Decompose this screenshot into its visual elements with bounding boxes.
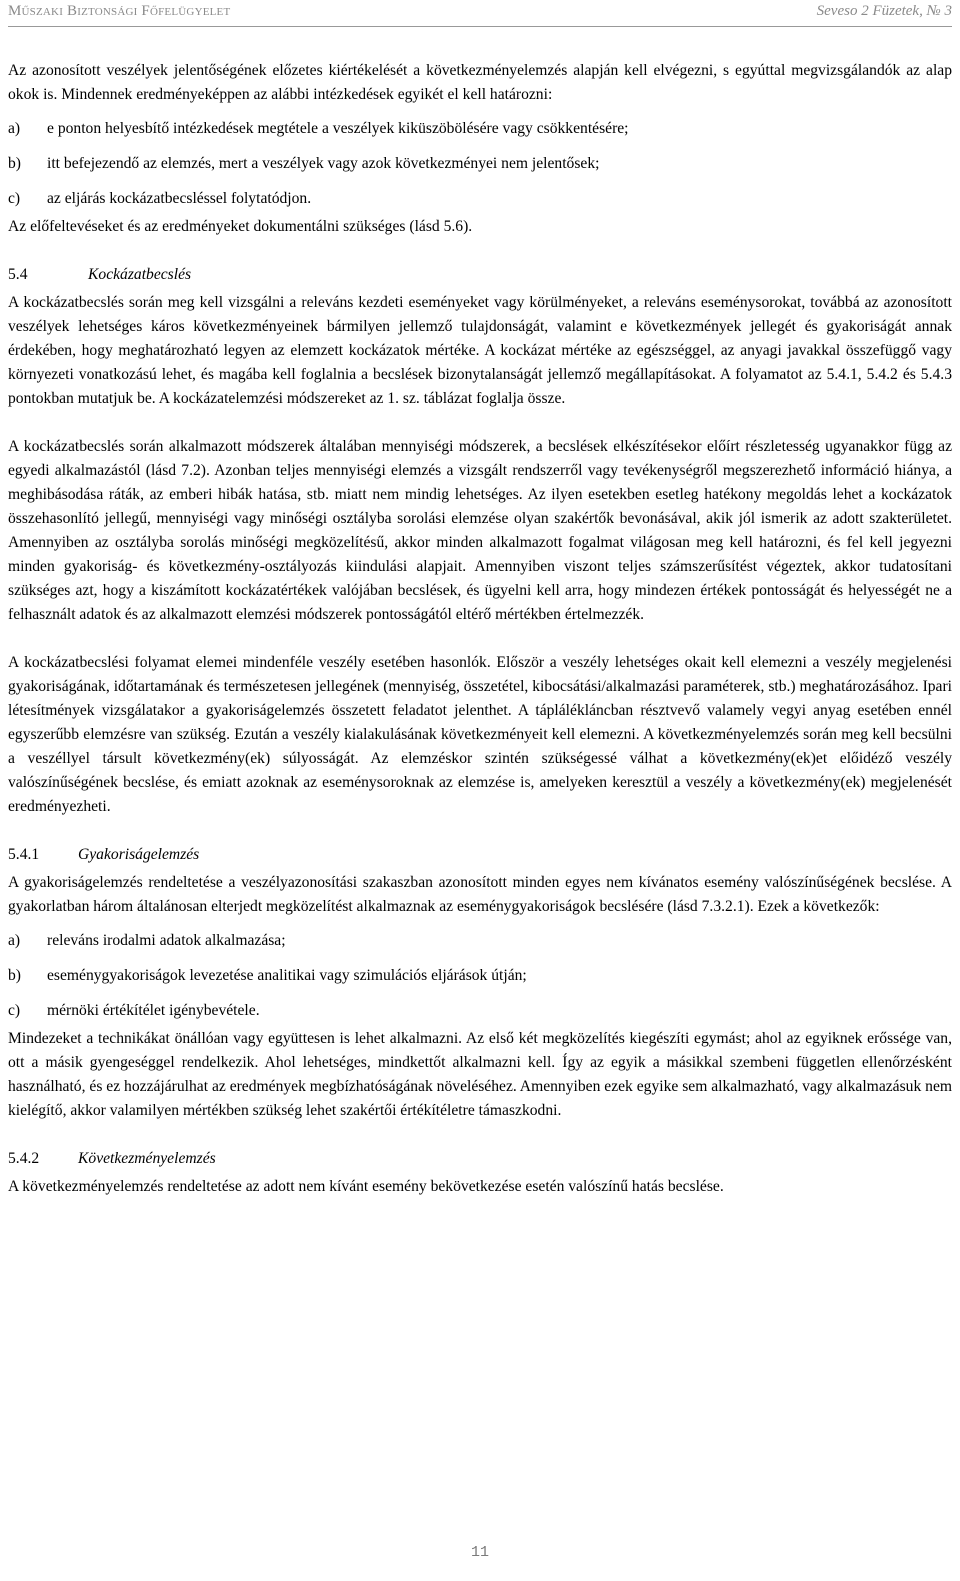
list-marker: a)	[8, 932, 21, 949]
page-number: 11	[470, 1544, 489, 1561]
list-item-text: releváns irodalmi adatok alkalmazása;	[47, 932, 286, 949]
document-body	[8, 59, 952, 1199]
list-marker: b)	[8, 967, 21, 984]
section-heading-5-4	[8, 263, 952, 287]
list-item	[8, 187, 952, 211]
list-item	[8, 152, 952, 176]
section-number: 5.4.2	[8, 1150, 40, 1167]
list-item	[8, 964, 952, 988]
section-title: Következményelemzés	[78, 1150, 216, 1167]
header-series: Seveso 2 Füzetek, № 3	[816, 3, 952, 19]
list-item-text: itt befejezendő az elemzés, mert a veszélyek vagy azok következményei nem jelentősek;	[47, 155, 600, 172]
list-marker: b)	[8, 155, 21, 172]
section-number: 5.4.1	[8, 846, 40, 863]
section-heading-5-4-1	[8, 843, 952, 867]
section-title: Gyakoriságelemzés	[78, 846, 200, 863]
section-5-4-1-paragraph-1: A gyakoriságelemzés rendeltetése a veszélyazonosítási szakaszban azonosított minden egyes nem kívánatos esemény valószínűségének becslése. A gyakorlatban három általánosan elterjedt megközelítést alkalmaznak az eseménygyakoriságok becslésére (lásd 7.3.2.1). Ezek a következők:	[8, 874, 952, 915]
intro-paragraph: Az azonosított veszélyek jelentőségének előzetes kiértékelését a következményelemzés alapján kell elvégezni, s egyúttal megvizsgálandók az alap okok is. Mindennek eredményeképpen az alábbi intézkedések egyikét el kell határozni:	[8, 62, 952, 103]
section-5-4-2-paragraph-1: A következményelemzés rendeltetése az adott nem kívánt esemény bekövetkezése esetén valószínű hatás becslése.	[8, 1178, 724, 1195]
section-5-4-paragraph-2: A kockázatbecslés során alkalmazott módszerek általában mennyiségi módszerek, a becslések elkészítésekor előírt részletesség ugyanakkor függ az egyedi alkalmazástól (lásd 7.2). Azonban teljes mennyiségi elemzés a vizsgált rendszerről vagy tevékenységről megszerezhető információ hiánya, a meghibásodása ráták, az emberi hibák hatása, stb. miatt nem mindig lehetséges. Az ilyen esetekben esetleg hatékony megoldás lehet a kockázatok összehasonlító jellegű, mennyiségi vagy minőségi osztályba sorolási elemzése olyan szakértők bevonásával, akik jól ismerik az adott szakterületet. Amennyiben az osztályba sorolás minőségi megközelítésű, akkor minden alkalmazott fogalmat világosan meg kell határozni, és fel kell jegyezni minden gyakoriság- és következmény-osztályozás kiindulási alapjait. Amennyiben viszont teljes számszerűsítést végeztek, akkor tudatosítani szükséges azt, hogy a kiszámított kockázatértékek valójában becslések, és ügyelni kell arra, hogy mindezen értékek pontosságát és helyességét ne a felhasznált adatok és az alkalmazott elemzési módszerek pontosságától eltérő mértékben értelmezzék.	[8, 438, 952, 623]
section-number: 5.4	[8, 266, 28, 283]
page-header	[8, 0, 952, 27]
section-5-4-paragraph-1: A kockázatbecslés során meg kell vizsgálni a releváns kezdeti eseményeket vagy körülményeket, a releváns eseménysorokat, továbbá az azonosított veszélyek lehetséges káros következményeinek bármilyen jellemző tulajdonságát, valamint e következmények jellegét és gyakoriságát annak érdekében, hogy meghatározható legyen az elemzett kockázatok mértéke. A kockázat mértéke az egészséggel, az anyagi javakkal összefüggő vagy környezeti vonatkozású lehet, és magába kell foglalnia a becslések bizonytalanságát jellemző megállapításokat. A folyamatot az 5.4.1, 5.4.2 és 5.4.3 pontokban mutatjuk be. A kockázatelemzési módszereket az 1. sz. táblázat foglalja össze.	[8, 294, 952, 407]
intro-list	[8, 117, 952, 211]
frequency-methods-list	[8, 929, 952, 1023]
header-organization: Műszaki Biztonsági Főfelügyelet	[8, 3, 231, 19]
list-item-text: mérnöki értékítélet igénybevétele.	[47, 1002, 260, 1019]
list-marker: c)	[8, 190, 21, 207]
section-5-4-1-paragraph-2: Mindezeket a technikákat önállóan vagy együttesen is lehet alkalmazni. Az első két megközelítés kiegészíti egymást; ahol az egyiknek erőssége van, ott a másik gyengeséggel rendelkezik. Ahol lehetséges, mindkettőt alkalmazni kell. Így az egyik a másikkal szembeni független ellenőrzésként használható, és ez hozzájárulhat az eredmények megbízhatóságának növeléséhez. Amennyiben ezek egyike sem alkalmazható, vagy alkalmazásuk nem kielégítő, akkor valamilyen mértékben szükség lehet szakértői értékítéletre támaszkodni.	[8, 1030, 952, 1119]
list-marker: a)	[8, 120, 21, 137]
list-item	[8, 999, 952, 1023]
list-marker: c)	[8, 1002, 21, 1019]
intro-conclusion: Az előfeltevéseket és az eredményeket dokumentálni szükséges (lásd 5.6).	[8, 218, 473, 235]
section-heading-5-4-2	[8, 1147, 952, 1171]
section-5-4-paragraph-3: A kockázatbecslési folyamat elemei mindenféle veszély esetében hasonlók. Először a veszély lehetséges okait kell elemezni a veszély megjelenési gyakoriságának, időtartamának és természetesen jellegének (mennyiség, összetétel, kibocsátási/alkalmazási paraméterek, stb.) meghatározásához. Ipari létesítmények vizsgálatakor a gyakoriságelemzés összetett feladatot jelenthet. A táplálékláncban résztvevő valamely vegyi anyag esetében ennél egyszerűbb elemzésre van szükség. Ezután a veszély kialakulásának következményeit kell elemezni. A következményelemzés során meg kell becsülni a veszéllyel társult következmény(ek) súlyosságát. Az elemzéskor szintén szükségessé válhat a következmény(ek)et előidéző veszély valószínűségének becslése, és emiatt azoknak az eseménysoroknak az elemzése is, amelyeken keresztül a veszély a következmény(ek) megjelenését eredményezheti.	[8, 654, 952, 815]
list-item	[8, 929, 952, 953]
list-item-text: az eljárás kockázatbecsléssel folytatódjon.	[47, 190, 312, 207]
list-item-text: e ponton helyesbítő intézkedések megtétele a veszélyek kiküszöbölésére vagy csökkentésére;	[47, 120, 629, 137]
list-item-text: eseménygyakoriságok levezetése analitikai vagy szimulációs eljárások útján;	[47, 967, 527, 984]
list-item	[8, 117, 952, 141]
section-title: Kockázatbecslés	[88, 266, 192, 283]
